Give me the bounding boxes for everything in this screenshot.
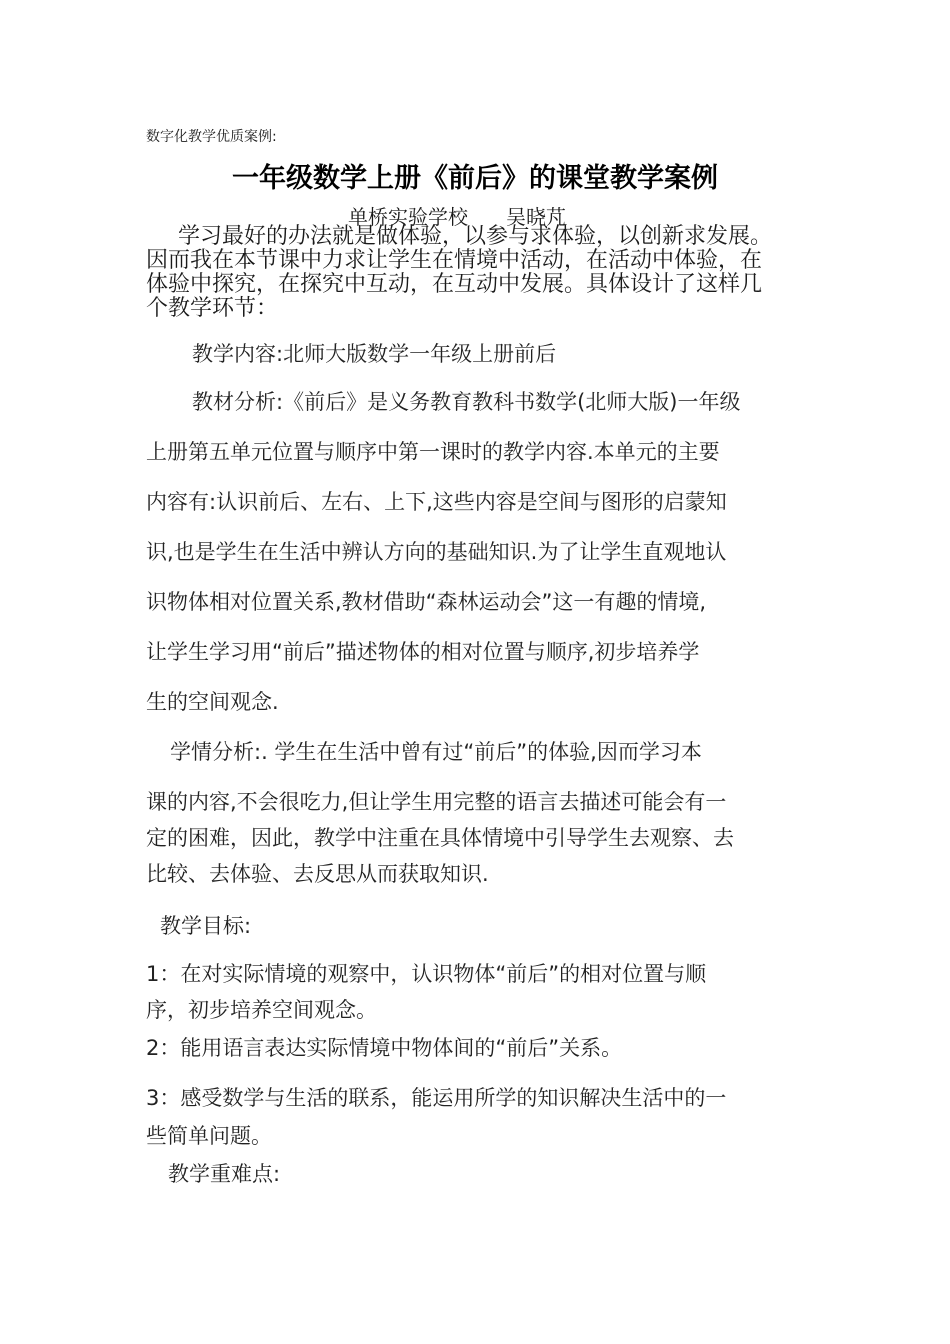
students-line: 课的内容,不会很吃力,但让学生用完整的语言去描述可能会有一 bbox=[146, 790, 727, 814]
intro-line: 学习最好的办法就是做体验，以参与求体验，以创新求发展。 bbox=[178, 224, 773, 249]
analysis-line: 上册第五单元位置与顺序中第一课时的教学内容.本单元的主要 bbox=[146, 440, 720, 464]
key-points-heading: 教学重难点: bbox=[168, 1162, 281, 1186]
students-line: 比较、去体验、去反思从而获取知识. bbox=[146, 862, 489, 886]
author-name: 吴晓芃 bbox=[506, 205, 566, 229]
students-line: 定的困难，因此，教学中注重在具体情境中引导学生去观察、去 bbox=[146, 826, 734, 850]
intro-line: 因而我在本节课中力求让学生在情境中活动，在活动中体验，在 bbox=[146, 248, 763, 273]
document-title: 一年级数学上册《前后》的课堂教学案例 bbox=[232, 163, 718, 194]
header-label: 数字化教学优质案例: bbox=[146, 129, 277, 145]
students-line: 学情分析:. 学生在生活中曾有过“前后”的体验,因而学习本 bbox=[170, 740, 702, 764]
analysis-line: 内容有:认识前后、左右、上下,这些内容是空间与图形的启蒙知 bbox=[146, 490, 727, 514]
teaching-content: 教学内容:北师大版数学一年级上册前后 bbox=[192, 342, 557, 366]
intro-line: 个教学环节： bbox=[146, 296, 279, 321]
analysis-line: 教材分析:《前后》是义务教育教科书数学(北师大版)一年级 bbox=[192, 390, 741, 414]
goal-line: 2：能用语言表达实际情境中物体间的“前后”关系。 bbox=[146, 1036, 623, 1060]
intro-line: 体验中探究，在探究中互动，在互动中发展。具体设计了这样几 bbox=[146, 272, 763, 297]
author-school: 单桥实验学校 bbox=[348, 205, 468, 229]
analysis-line: 让学生学习用“前后”描述物体的相对位置与顺序,初步培养学 bbox=[146, 640, 700, 664]
analysis-line: 识物体相对位置关系,教材借助“森林运动会”这一有趣的情境, bbox=[146, 590, 707, 614]
analysis-line: 识,也是学生在生活中辨认方向的基础知识.为了让学生直观地认 bbox=[146, 540, 727, 564]
goal-line: 序，初步培养空间观念。 bbox=[146, 998, 377, 1022]
goal-line: 1：在对实际情境的观察中，认识物体“前后”的相对位置与顺 bbox=[146, 962, 707, 986]
goal-line: 3：感受数学与生活的联系，能运用所学的知识解决生活中的一 bbox=[146, 1086, 727, 1110]
analysis-line: 生的空间观念. bbox=[146, 690, 279, 714]
goal-line: 些简单问题。 bbox=[146, 1124, 272, 1148]
goals-heading: 教学目标: bbox=[160, 914, 252, 938]
